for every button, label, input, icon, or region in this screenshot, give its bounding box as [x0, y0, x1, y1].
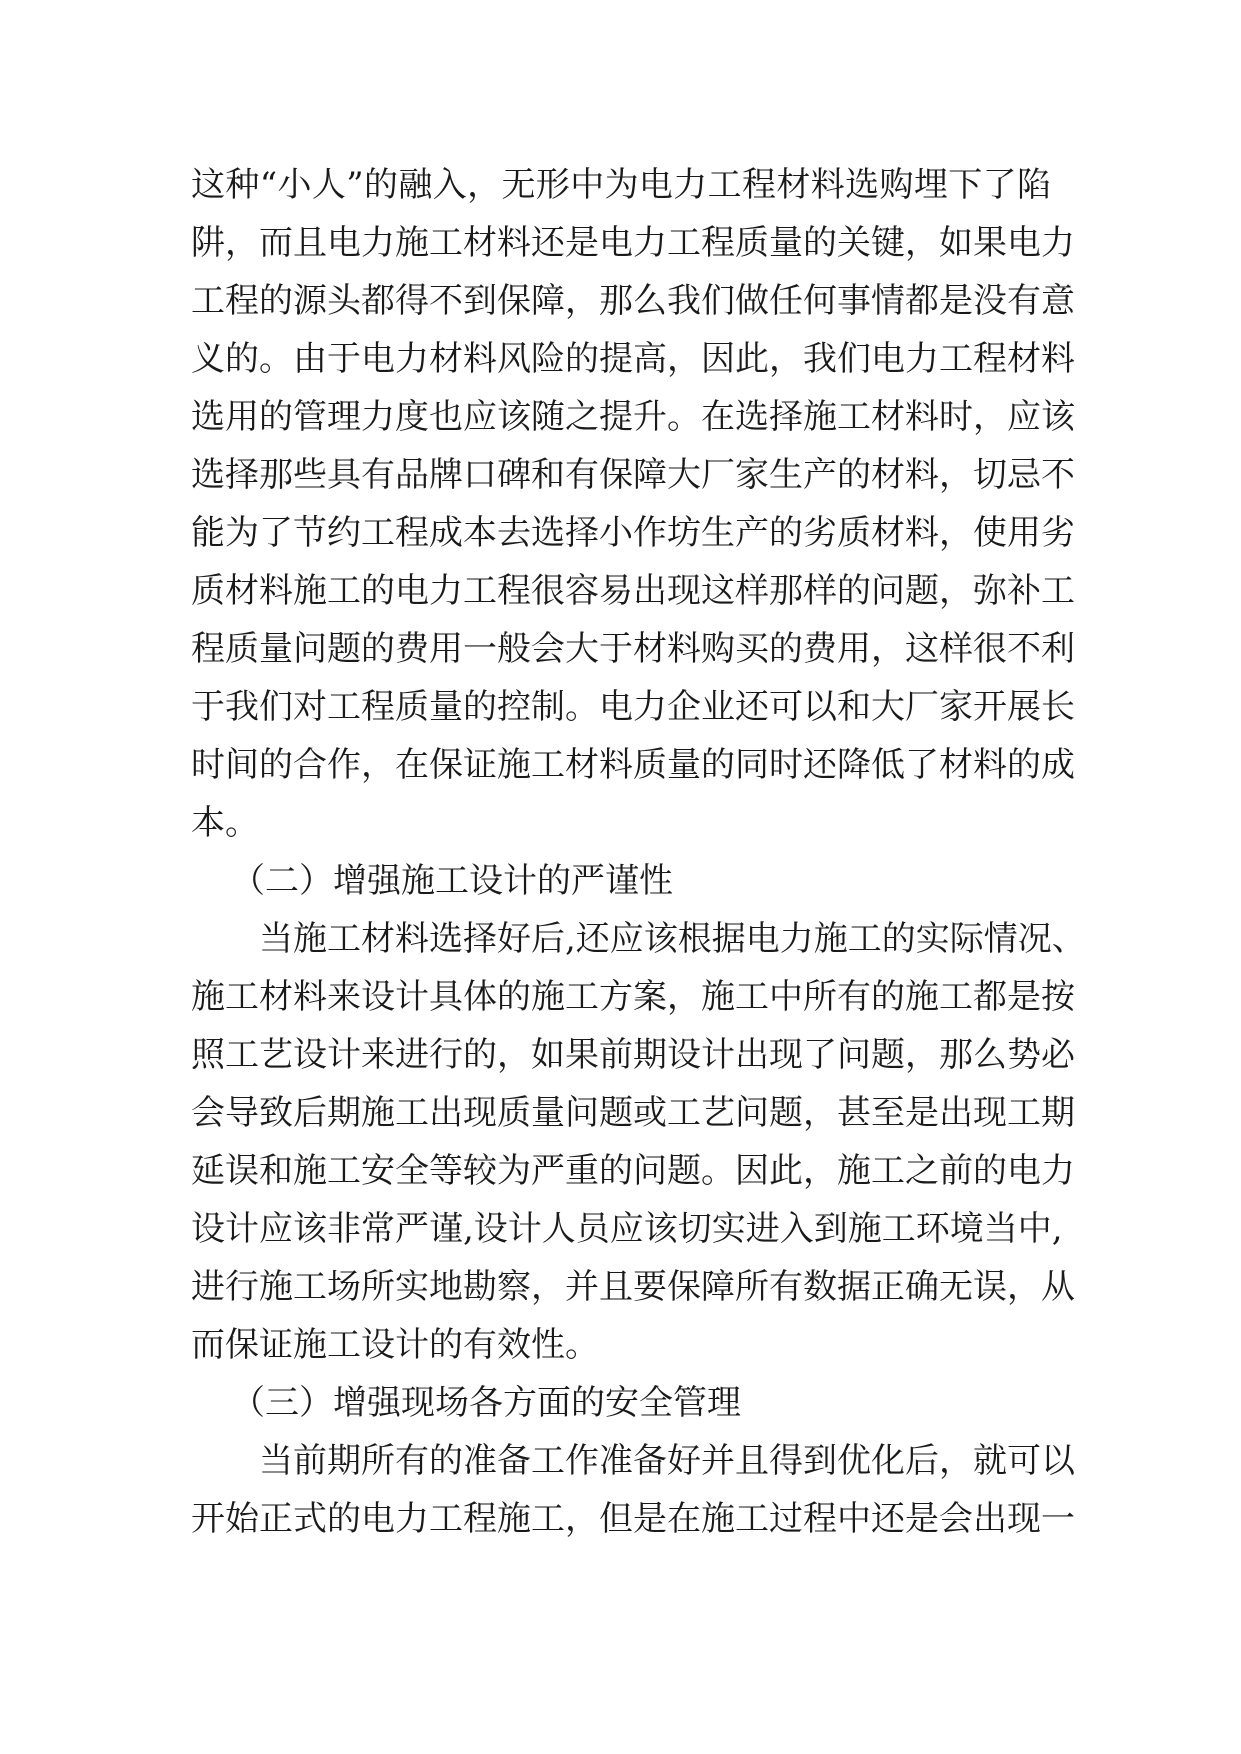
text-line: 阱，而且电力施工材料还是电力工程质量的关键，如果电力	[191, 223, 1075, 263]
text-line: 程质量问题的费用一般会大于材料购买的费用，这样很不利	[191, 629, 1075, 669]
text-line: 时间的合作，在保证施工材料质量的同时还降低了材料的成	[191, 745, 1075, 785]
section-heading: （二）增强施工设计的严谨性	[231, 861, 673, 901]
text-line: 选用的管理力度也应该随之提升。在选择施工材料时，应该	[191, 397, 1075, 437]
text-line: 这种“小人”的融入，无形中为电力工程材料选购埋下了陷	[191, 165, 1051, 205]
text-line: 设计应该非常严谨,设计人员应该切实进入到施工环境当中,	[191, 1209, 1063, 1249]
text-line: 而保证施工设计的有效性。	[191, 1325, 599, 1365]
text-line: 会导致后期施工出现质量问题或工艺问题，甚至是出现工期	[191, 1093, 1075, 1133]
text-line: 开始正式的电力工程施工，但是在施工过程中还是会出现一	[191, 1499, 1075, 1539]
text-line: 延误和施工安全等较为严重的问题。因此，施工之前的电力	[191, 1151, 1075, 1191]
text-line: 选择那些具有品牌口碑和有保障大厂家生产的材料，切忌不	[191, 455, 1075, 495]
text-line: 施工材料来设计具体的施工方案，施工中所有的施工都是按	[191, 977, 1075, 1017]
text-line: 当前期所有的准备工作准备好并且得到优化后，就可以	[259, 1441, 1075, 1481]
text-line: 工程的源头都得不到保障，那么我们做任何事情都是没有意	[191, 281, 1075, 321]
text-line: 本。	[191, 803, 259, 843]
text-line: 进行施工场所实地勘察，并且要保障所有数据正确无误，从	[191, 1267, 1075, 1307]
text-line: 义的。由于电力材料风险的提高，因此，我们电力工程材料	[191, 339, 1075, 379]
text-line: 能为了节约工程成本去选择小作坊生产的劣质材料，使用劣	[191, 513, 1075, 553]
section-heading: （三）增强现场各方面的安全管理	[231, 1383, 741, 1423]
text-line: 质材料施工的电力工程很容易出现这样那样的问题，弥补工	[191, 571, 1075, 611]
text-line: 于我们对工程质量的控制。电力企业还可以和大厂家开展长	[191, 687, 1075, 727]
text-line: 照工艺设计来进行的，如果前期设计出现了问题，那么势必	[191, 1035, 1075, 1075]
text-line: 当施工材料选择好后,还应该根据电力施工的实际情况、	[259, 919, 1086, 959]
